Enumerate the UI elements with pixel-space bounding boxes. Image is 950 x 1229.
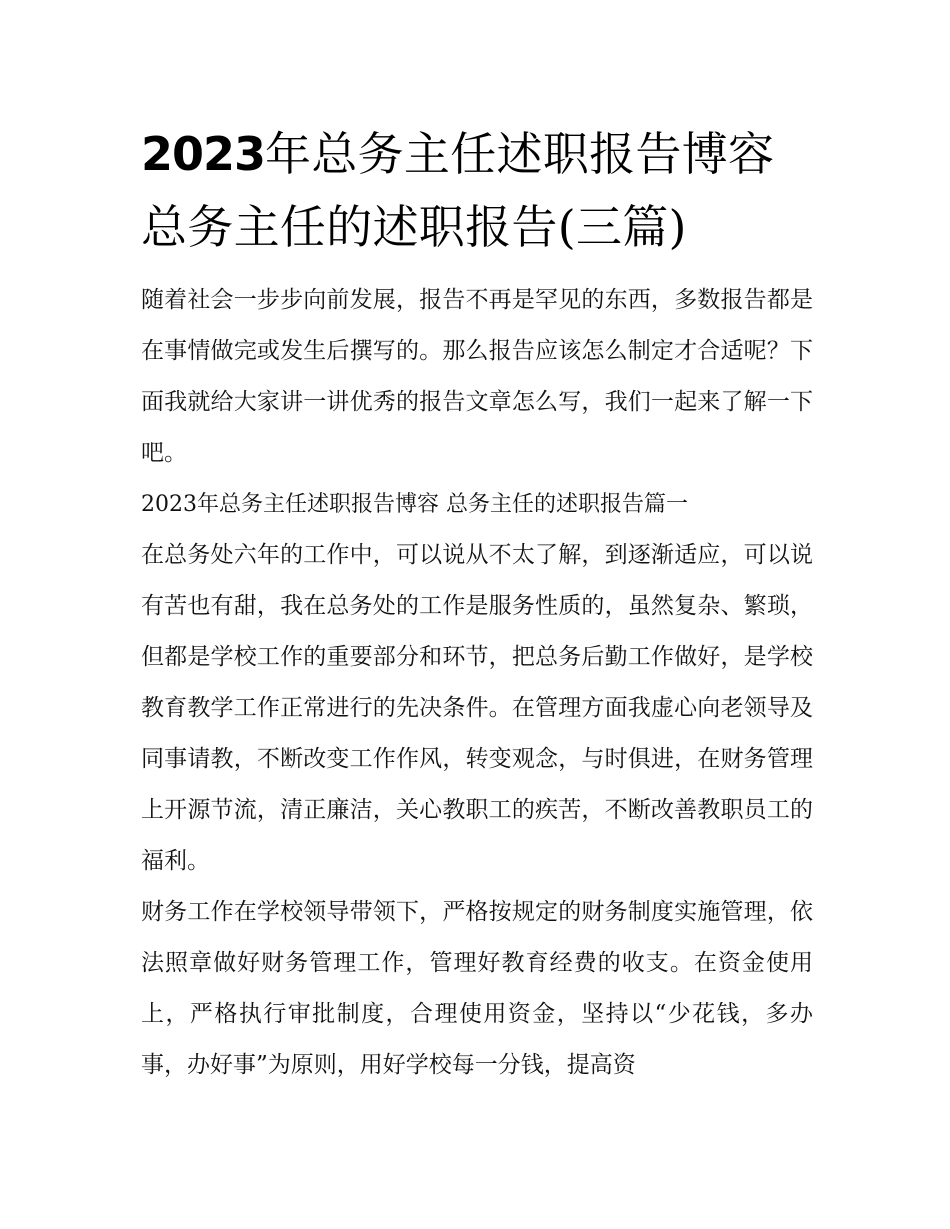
intro-paragraph: 随着社会一步步向前发展，报告不再是罕见的东西，多数报告都是在事情做完或发生后撰写的。那么报告应该怎么制定才合适呢？下面我就给大家讲一讲优秀的报告文章怎么写，我们一起来了解一下吧。 xyxy=(141,287,813,466)
document-body xyxy=(141,275,813,1091)
section-heading: 2023年总务主任述职报告博容 总务主任的述职报告篇一 xyxy=(141,492,688,517)
document-page xyxy=(141,118,813,1091)
title-year: 2023 xyxy=(141,127,266,181)
body-paragraph: 财务工作在学校领导带领下，严格按规定的财务制度实施管理，依法照章做好财务管理工作，管理好教育经费的收支。在资金使用上，严格执行审批制度，合理使用资金，坚持以“少花钱，多办事，办好事”为原则，用好学校每一分钱，提高资 xyxy=(141,899,813,1078)
document-title xyxy=(141,118,813,264)
body-paragraph: 在总务处六年的工作中，可以说从不太了解，到逐渐适应，可以说有苦也有甜，我在总务处的工作是服务性质的，虽然复杂、繁琐，但都是学校工作的重要部分和环节，把总务后勤工作做好，是学校教育教学工作正常进行的先决条件。在管理方面我虚心向老领导及同事请教，不断改变工作作风，转变观念，与时俱进，在财务管理上开源节流，清正廉洁，关心教职工的疾苦，不断改善教职员工的福利。 xyxy=(141,542,813,874)
title-text: 年总务主任述职报告博容总务主任的述职报告(三篇) xyxy=(141,127,775,254)
